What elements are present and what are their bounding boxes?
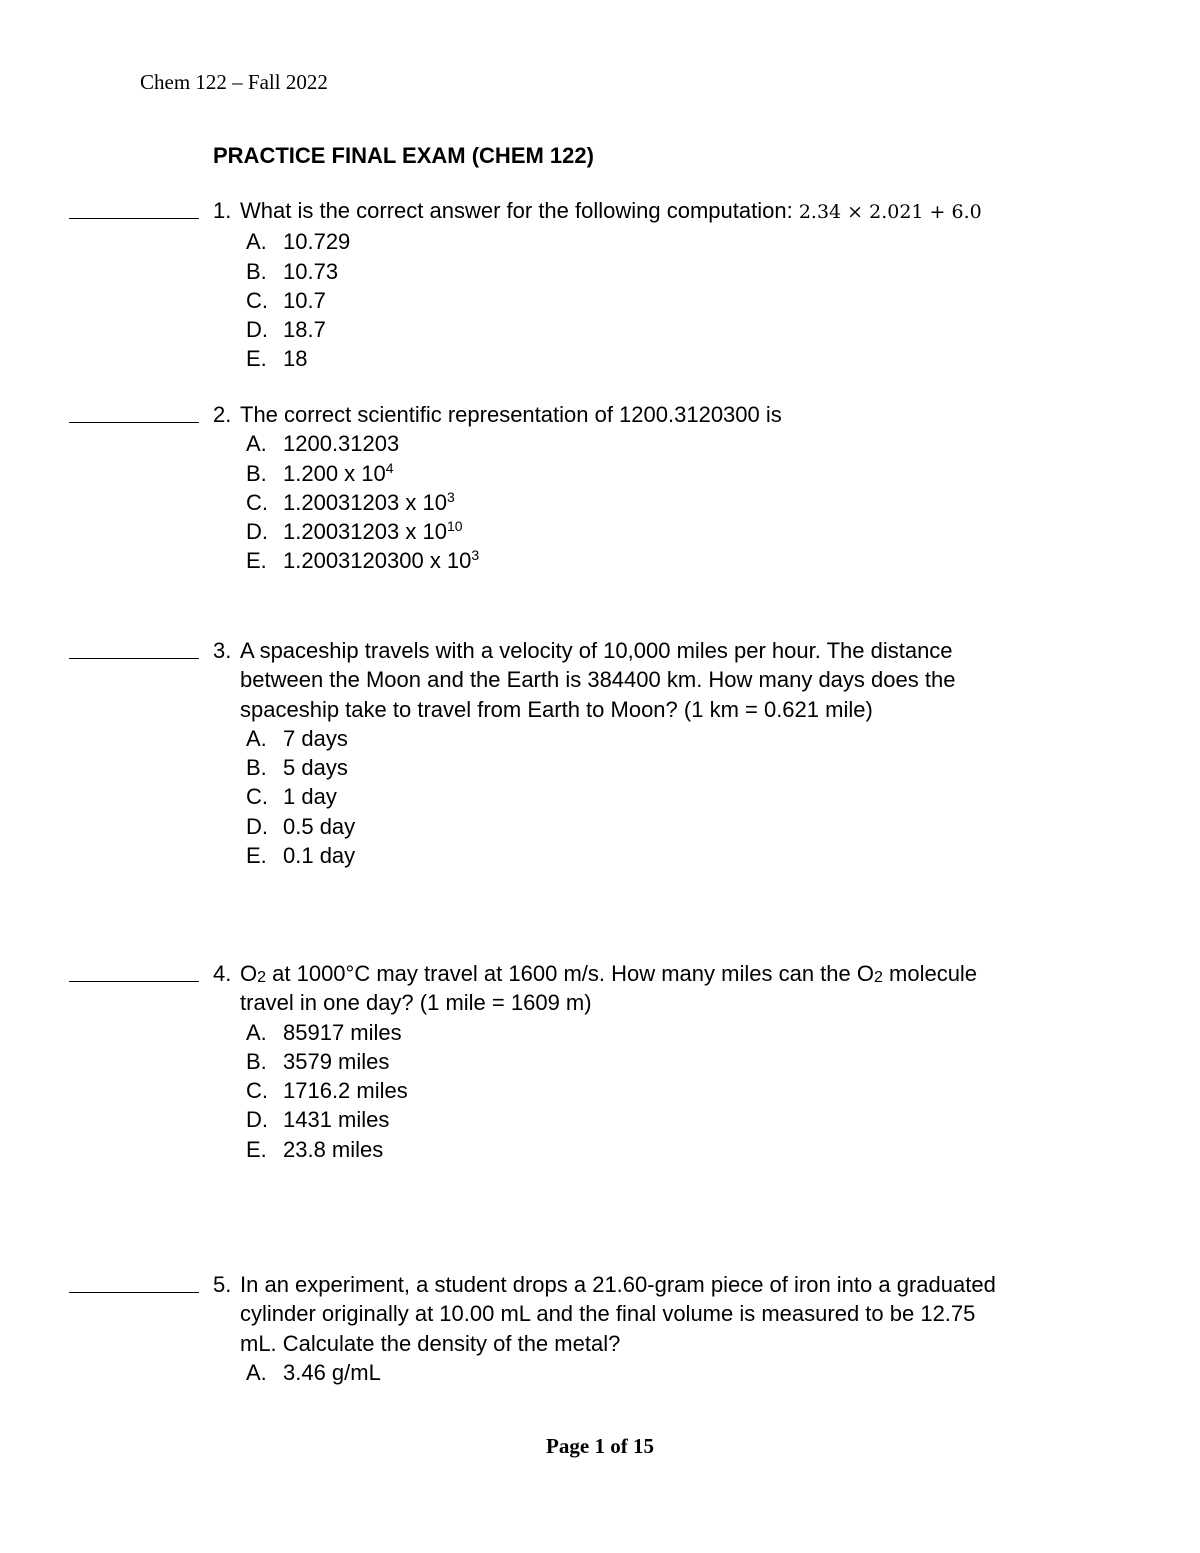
answer-blank-1[interactable] [69,218,199,219]
stem-line: travel in one day? (1 mile = 1609 m) [240,990,592,1016]
option-text: 18.7 [283,317,326,343]
stem-line: mL. Calculate the density of the metal? [240,1330,621,1356]
running-header: Chem 122 – Fall 2022 [140,70,328,94]
options-list [246,429,1200,575]
question-2 [0,400,1200,576]
option-b [246,1047,1200,1076]
exponent: 3 [446,488,455,505]
option-text: 0.5 day [283,813,356,839]
option-text: 5 days [283,755,348,781]
options-list [246,1358,1200,1387]
question-4 [0,959,1200,1164]
option-b [246,753,1200,782]
formula-o: O [240,961,258,986]
option-letter: C. [246,489,268,515]
option-letter: D. [246,317,268,343]
question-1 [0,196,1200,374]
option-d [246,315,1200,344]
option-letter: C. [246,1078,268,1104]
stem-line: A spaceship travels with a velocity of 10,000 miles per hour. The distance [240,638,953,663]
option-c [246,286,1200,315]
option-text: 3579 miles [283,1048,390,1074]
option-letter: E. [246,548,267,574]
stem-line: between the Moon and the Earth is 384400 km. How many days does the [240,667,956,693]
option-e [246,344,1200,373]
option-text: 1.20031203 x 10 [283,489,447,515]
option-text: 1.200 x 10 [283,460,386,486]
subscript: 2 [873,969,883,986]
option-text: 1716.2 miles [283,1078,408,1104]
option-letter: A. [246,1359,267,1385]
option-letter: A. [246,431,267,457]
option-letter: A. [246,229,267,255]
option-text: 1431 miles [283,1107,390,1133]
exam-title: PRACTICE FINAL EXAM (CHEM 122) [213,143,594,168]
option-d [246,517,1200,546]
question-number: 2. [213,402,232,427]
question-stem [240,636,1050,724]
option-letter: A. [246,1019,267,1045]
question-5 [0,1270,1200,1387]
stem-line: spaceship take to travel from Earth to Moon? (1 km = 0.621 mile) [240,696,873,722]
option-text: 10.73 [283,258,339,284]
option-letter: B. [246,755,267,781]
stem-text: at 1000°C may travel at 1600 m/s. How many miles can the O [266,961,874,986]
option-letter: E. [246,843,267,869]
option-a [246,227,1200,256]
option-letter: B. [246,1048,267,1074]
option-text: 1.2003120300 x 10 [283,548,472,574]
option-text: 1 day [283,784,337,810]
option-text: 7 days [283,725,348,751]
option-a [246,724,1200,753]
question-number: 4. [213,961,232,986]
answer-blank-5[interactable] [69,1292,199,1293]
option-b [246,459,1200,488]
stem-line [240,959,1050,988]
option-e [246,1135,1200,1164]
question-stem [240,1270,1050,1358]
question-number: 5. [213,1272,232,1297]
question-number: 3. [213,638,232,663]
answer-blank-4[interactable] [69,981,199,982]
stem-text: The correct scientific representation of 1200.3120300 is [240,402,782,427]
option-letter: C. [246,784,268,810]
option-text: 18 [283,346,308,372]
option-letter: D. [246,519,268,545]
option-text: 85917 miles [283,1019,402,1045]
answer-blank-2[interactable] [69,422,199,423]
question-stem [240,959,1050,1018]
computation-expression: 2.34 × 2.021 + 6.0 [798,201,982,223]
option-d [246,812,1200,841]
stem-text: molecule [882,961,978,986]
stem-text: What is the correct answer for the following computation: [240,198,799,223]
question-number: 1. [213,198,232,223]
exponent: 4 [385,459,394,476]
options-list [246,724,1200,870]
option-text: 1200.31203 [283,431,400,457]
option-letter: A. [246,725,267,751]
page-number: Page 1 of 15 [546,1434,654,1458]
option-d [246,1105,1200,1134]
option-text: 1.20031203 x 10 [283,519,447,545]
option-a [246,1358,1200,1387]
option-text: 10.7 [283,287,326,313]
stem-line: cylinder originally at 10.00 mL and the final volume is measured to be 12.75 [240,1301,976,1327]
option-letter: D. [246,813,268,839]
option-c [246,782,1200,811]
question-3 [0,636,1200,870]
answer-blank-3[interactable] [69,658,199,659]
option-text: 10.729 [283,229,351,255]
subscript: 2 [257,969,267,986]
option-letter: E. [246,346,267,372]
option-b [246,257,1200,286]
option-a [246,1018,1200,1047]
options-list [246,227,1200,373]
options-list [246,1018,1200,1164]
exponent: 10 [446,518,463,535]
option-c [246,488,1200,517]
question-stem [240,400,1050,429]
option-text: 3.46 g/mL [283,1359,381,1385]
stem-line: In an experiment, a student drops a 21.60-gram piece of iron into a graduated [240,1272,996,1297]
question-stem [240,196,1050,227]
option-a [246,429,1200,458]
option-letter: C. [246,287,268,313]
option-letter: B. [246,258,267,284]
exponent: 3 [471,547,480,564]
option-e [246,546,1200,575]
option-c [246,1076,1200,1105]
option-text: 0.1 day [283,843,356,869]
option-e [246,841,1200,870]
option-letter: D. [246,1107,268,1133]
option-letter: E. [246,1136,267,1162]
option-text: 23.8 miles [283,1136,384,1162]
option-letter: B. [246,460,267,486]
